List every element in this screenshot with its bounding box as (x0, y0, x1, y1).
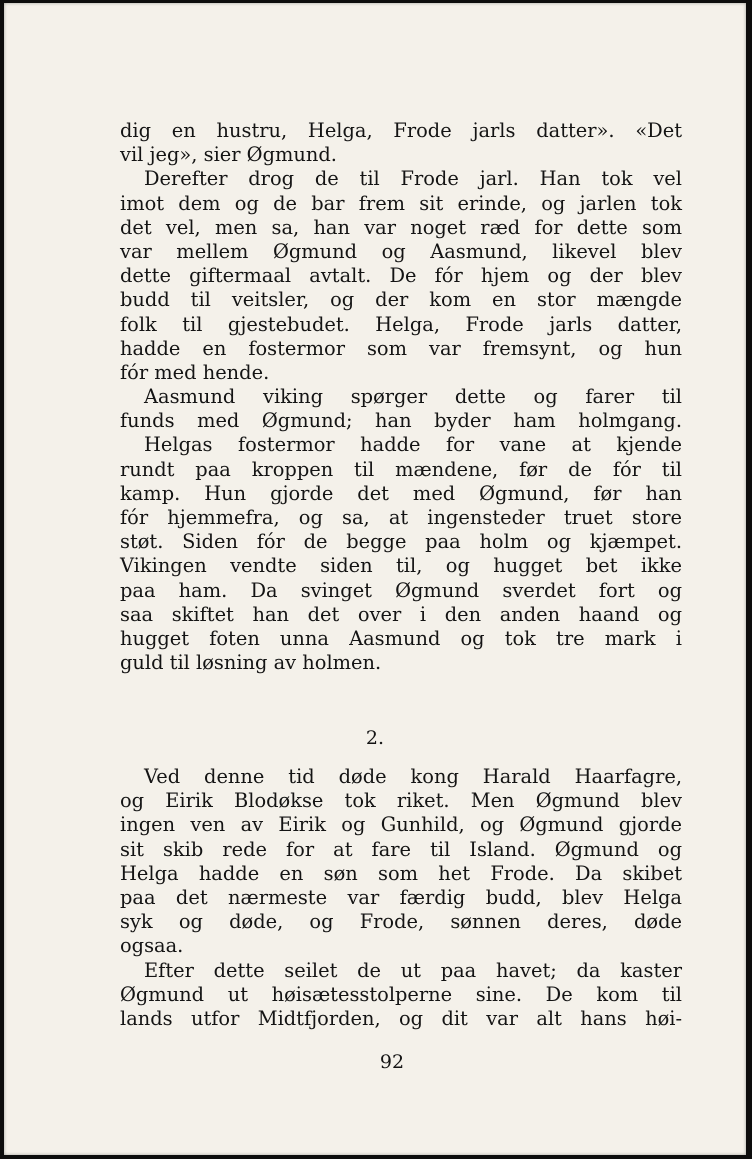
text-line: sit skib rede for at fare til Island. Øgmund og (120, 837, 682, 861)
text-line: kamp. Hun gjorde det med Øgmund, før han (120, 481, 682, 505)
text-line: saa skiftet han det over i den anden haand og (120, 602, 682, 626)
text-line: lands utfor Midtfjorden, og dit var alt hans høi- (120, 1006, 682, 1030)
book-page (4, 3, 746, 1155)
text-line: hugget foten unna Aasmund og tok tre mark i (120, 626, 682, 650)
text-line: ingen ven av Eirik og Gunhild, og Øgmund gjorde (120, 813, 682, 837)
text-line: Aasmund viking spørger dette og farer til (144, 385, 682, 409)
text-line: Helga hadde en søn som het Frode. Da skibet (120, 861, 682, 885)
text-block-upper (120, 119, 682, 675)
text-line: støt. Siden fór de begge paa holm og kjæmpet. (120, 530, 682, 554)
text-line: rundt paa kroppen til mændene, før de fór til (120, 457, 682, 481)
text-line: Ved denne tid døde kong Harald Haarfagre, (144, 765, 682, 788)
text-line: dette giftermaal avtalt. De fór hjem og der blev (120, 264, 682, 288)
text-line: dig en hustru, Helga, Frode jarls datter». «Det (120, 119, 682, 142)
text-line: imot dem og de bar frem sit erinde, og jarlen tok (120, 191, 682, 215)
text-line: hadde en fostermor som var fremsynt, og hun (120, 336, 682, 360)
text-line: Derefter drog de til Frode jarl. Han tok vel (144, 167, 682, 191)
text-line: fór hjemmefra, og sa, at ingensteder truet store (120, 506, 682, 529)
text-line: Vikingen vendte siden til, og hugget bet ikke (120, 554, 682, 578)
text-line: guld til løsning av holmen. (120, 651, 382, 675)
text-line: paa ham. Da svinget Øgmund sverdet fort og (120, 578, 682, 602)
text-block-lower (120, 765, 682, 1031)
text-line: Helgas fostermor hadde for vane at kjende (144, 433, 682, 457)
page-number: 92 (379, 1051, 405, 1073)
text-line: paa det nærmeste var færdig budd, blev Helga (120, 885, 682, 909)
text-line: ogsaa. (120, 934, 184, 958)
text-line: var mellem Øgmund og Aasmund, likevel blev (120, 239, 682, 263)
text-line: Øgmund ut høisætesstolperne sine. De kom til (120, 982, 682, 1006)
text-line: det vel, men sa, han var noget ræd for dette som (120, 215, 682, 239)
text-line: funds med Øgmund; han byder ham holmgang. (120, 409, 682, 433)
text-line: syk og døde, og Frode, sønnen deres, døde (120, 910, 682, 934)
text-line: Efter dette seilet de ut paa havet; da kaster (144, 958, 682, 982)
text-line: vil jeg», sier Øgmund. (120, 143, 337, 167)
text-line: budd til veitsler, og der kom en stor mængde (120, 288, 682, 312)
text-line: fór med hende. (120, 360, 270, 384)
text-line: folk til gjestebudet. Helga, Frode jarls datter, (120, 312, 682, 336)
section-number: 2. (365, 727, 385, 749)
text-line: og Eirik Blodøkse tok riket. Men Øgmund blev (120, 789, 682, 813)
